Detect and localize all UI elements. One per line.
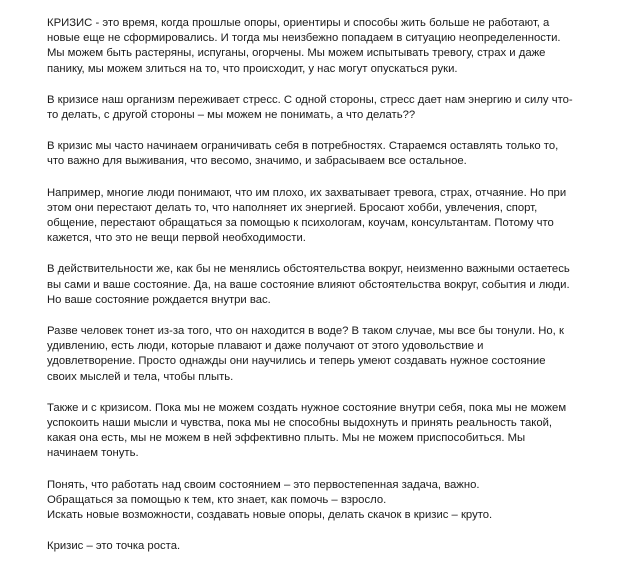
document-body	[47, 16, 587, 570]
text-line: Разве человек тонет из-за того, что он находится в воде? В таком случае, мы все бы тонули. Но, к	[47, 325, 564, 338]
text-line: Но ваше состояние рождается внутри вас.	[47, 293, 271, 306]
paragraph-stress	[47, 93, 587, 123]
text-line: этом они перестают делать то, что наполняет их энергией. Бросают хобби, увлечения, спорт,	[47, 201, 538, 214]
paragraph-needs	[47, 139, 587, 169]
text-line: Мы можем быть растеряны, испуганы, огорчены. Мы можем испытывать тревогу, страх и даже	[47, 47, 546, 60]
paragraph-growth-point	[47, 539, 587, 554]
text-line: какая она есть, мы не можем в ней эффективно плыть. Мы не можем приспособиться. Мы	[47, 432, 526, 445]
text-line: удивлению, есть люди, которые плавают и даже получают от этого удовольствие и	[47, 340, 484, 353]
text-line: панику, мы можем злиться на то, что происходит, у нас могут опускаться руки.	[47, 62, 458, 75]
text-line: Понять, что работать над своим состоянием – это первостепенная задача, важно.	[47, 478, 480, 491]
text-line: общение, перестают обращаться за помощью к психологам, коучам, консультантам. Потому что	[47, 217, 554, 230]
text-line: то делать, с другой стороны – мы можем не понимать, а что делать??	[47, 109, 416, 122]
text-line: В действительности же, как бы не менялись обстоятельства вокруг, неизменно важными остаетесь	[47, 263, 570, 276]
text-line: кажется, что это не вещи первой необходимости.	[47, 232, 306, 245]
paragraph-conclusions	[47, 478, 587, 524]
text-line: вы сами и ваше состояние. Да, на ваше состояние влияют обстоятельства вокруг, события и люди.	[47, 278, 570, 291]
text-line: что важно для выживания, что весомо, значимо, и забрасываем все остальное.	[47, 155, 467, 168]
text-line: начинаем тонуть.	[47, 447, 139, 460]
text-line: Искать новые возможности, создавать новые опоры, делать скачок в кризис – круто.	[47, 509, 493, 522]
text-line: В кризисе наш организм переживает стресс. С одной стороны, стресс дает нам энергию и силу что-	[47, 93, 573, 106]
paragraph-example	[47, 186, 587, 247]
paragraph-drowning	[47, 324, 587, 385]
text-line: успокоить наши мысли и чувства, пока мы не способны выдохнуть и принять реальность такой,	[47, 417, 553, 430]
text-line: Также и с кризисом. Пока мы не можем создать нужное состояние внутри себя, пока мы не можем	[47, 401, 567, 414]
text-line: Обращаться за помощью к тем, кто знает, как помочь – взросло.	[47, 493, 387, 506]
text-line: Например, многие люди понимают, что им плохо, их захватывает тревога, страх, отчаяние. Но при	[47, 186, 567, 199]
text-line: удовлетворение. Просто однажды они научились и теперь умеют создавать нужное состояние	[47, 355, 546, 368]
text-line: своих мыслей и тела, чтобы плыть.	[47, 370, 234, 383]
paragraph-crisis-swim	[47, 401, 587, 462]
text-line: Кризис – это точка роста.	[47, 540, 181, 553]
text-line: В кризис мы часто начинаем ограничивать себя в потребностях. Стараемся оставлять только то,	[47, 140, 559, 153]
text-line: новые еще не сформировались. И тогда мы неизбежно попадаем в ситуацию неопределенности.	[47, 32, 561, 45]
paragraph-crisis-definition	[47, 16, 587, 77]
paragraph-your-state	[47, 262, 587, 308]
text-line: КРИЗИС - это время, когда прошлые опоры, ориентиры и способы жить больше не работают, а	[47, 17, 550, 29]
